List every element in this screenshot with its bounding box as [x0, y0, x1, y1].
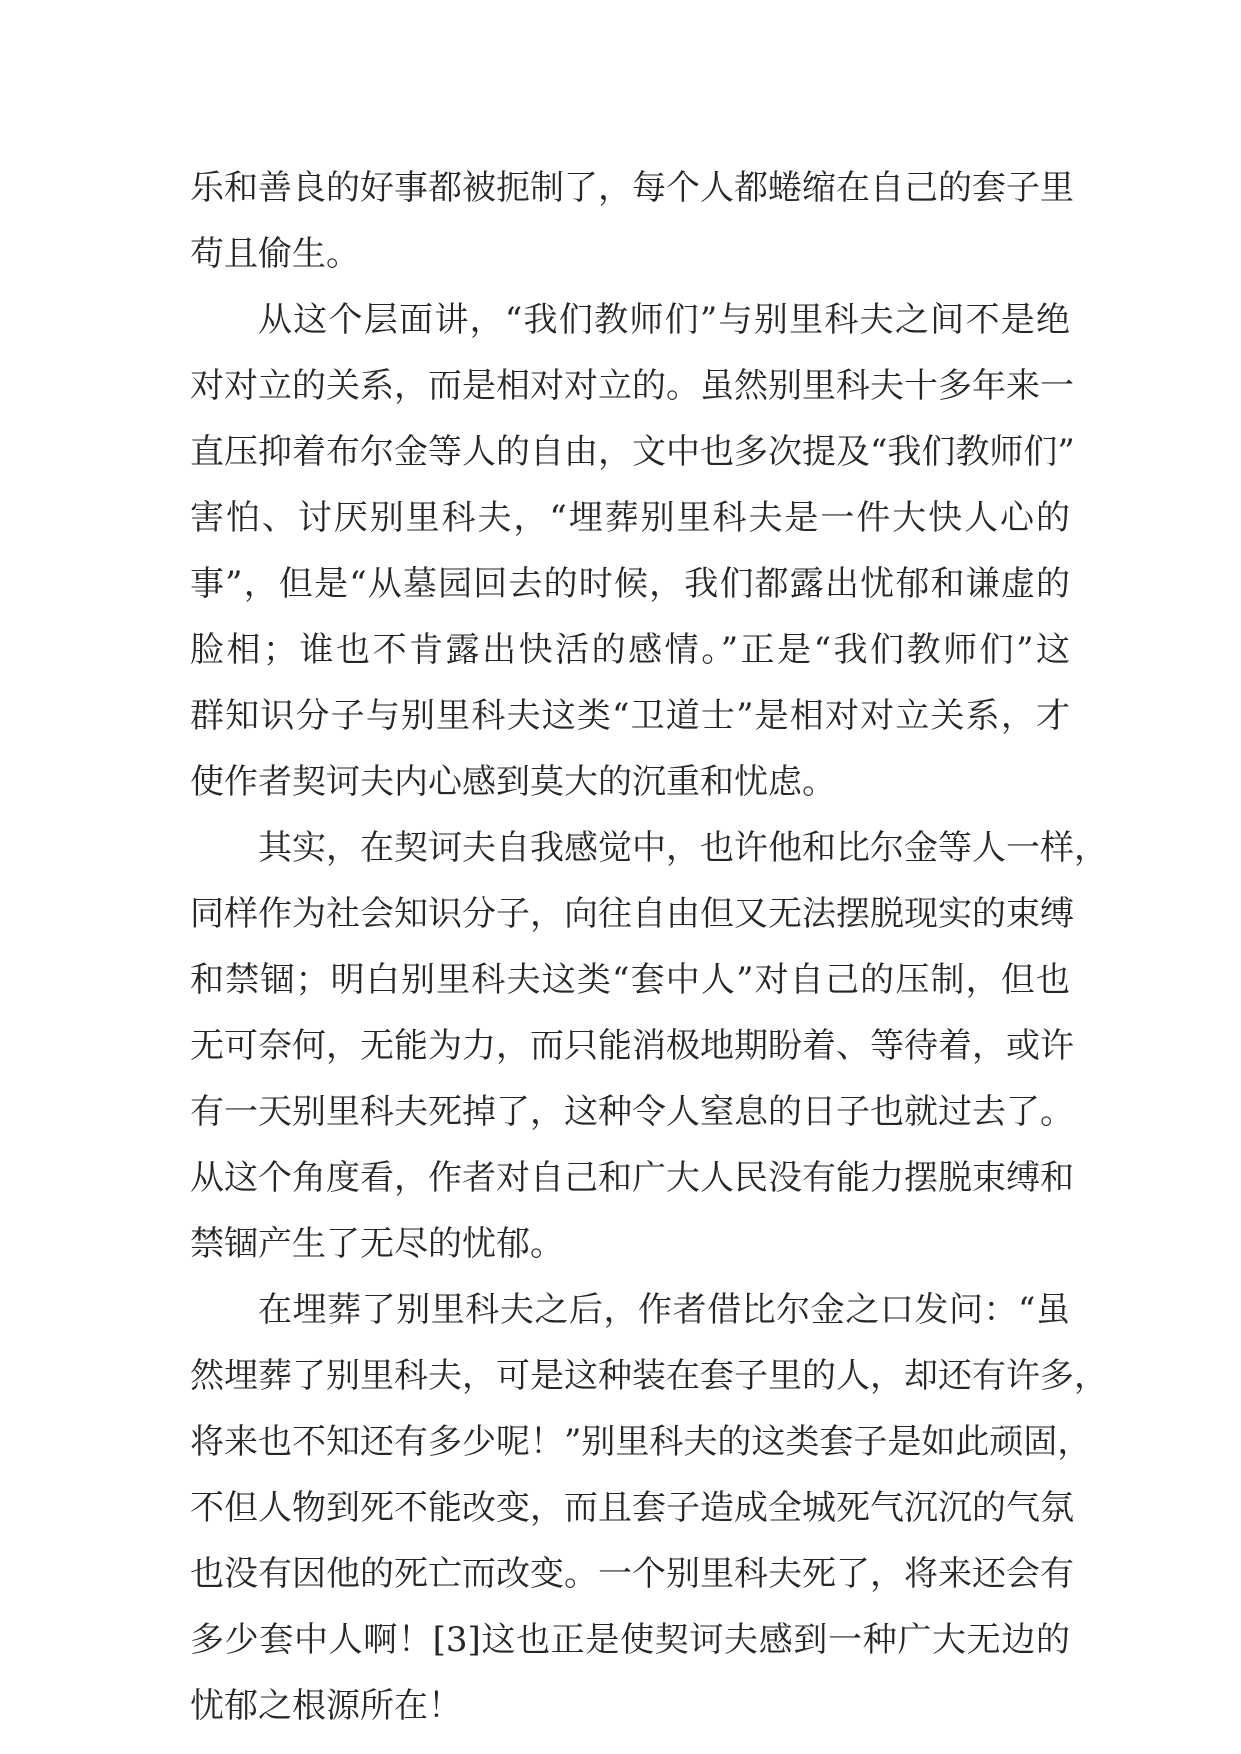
text-line: 苟且偷生。 — [190, 234, 360, 274]
text-line: 群知识分子与别里科夫这类“卫道士”是相对对立关系，才 — [190, 696, 1070, 736]
text-line: 乐和善良的好事都被扼制了，每个人都蜷缩在自己的套子里 — [190, 168, 1074, 208]
text-line: 直压抑着布尔金等人的自由，文中也多次提及“我们教师们” — [190, 432, 1075, 472]
text-line: 禁锢产生了无尽的忧郁。 — [190, 1224, 564, 1264]
text-line: 不但人物到死不能改变，而且套子造成全城死气沉沉的气氛 — [190, 1488, 1074, 1528]
text-line: 同样作为社会知识分子，向往自由但又无法摆脱现实的束缚 — [190, 894, 1074, 934]
text-line: 事”，但是“从墓园回去的时候，我们都露出忧郁和谦虚的 — [190, 564, 1070, 604]
text-line: 和禁锢；明白别里科夫这类“套中人”对自己的压制，但也 — [190, 960, 1070, 1000]
text-line: 有一天别里科夫死掉了，这种令人窒息的日子也就过去了。 — [190, 1092, 1074, 1132]
text-line: 无可奈何，无能为力，而只能消极地期盼着、等待着，或许 — [190, 1026, 1074, 1066]
text-line: 在埋葬了别里科夫之后，作者借比尔金之口发问：“虽 — [258, 1290, 1070, 1330]
text-line: 脸相；谁也不肯露出快活的感情。”正是“我们教师们”这 — [190, 630, 1070, 670]
text-line: 多少套中人啊！[3]这也正是使契诃夫感到一种广大无边的 — [190, 1620, 1070, 1660]
text-line: 也没有因他的死亡而改变。一个别里科夫死了，将来还会有 — [190, 1554, 1074, 1594]
text-line: 害怕、讨厌别里科夫，“埋葬别里科夫是一件大快人心的 — [190, 498, 1070, 538]
text-line: 使作者契诃夫内心感到莫大的沉重和忧虑。 — [190, 762, 836, 802]
text-line: 对对立的关系，而是相对对立的。虽然别里科夫十多年来一 — [190, 366, 1074, 406]
text-line: 忧郁之根源所在！ — [190, 1686, 462, 1726]
text-line: 其实，在契诃夫自我感觉中，也许他和比尔金等人一样， — [258, 828, 1108, 868]
text-line: 从这个角度看，作者对自己和广大人民没有能力摆脱束缚和 — [190, 1158, 1074, 1198]
body-text — [190, 155, 1108, 1739]
text-line: 然埋葬了别里科夫，可是这种装在套子里的人，却还有许多， — [190, 1356, 1108, 1396]
text-line: 将来也不知还有多少呢！”别里科夫的这类套子是如此顽固， — [190, 1422, 1092, 1462]
text-line: 从这个层面讲，“我们教师们”与别里科夫之间不是绝 — [258, 300, 1070, 340]
